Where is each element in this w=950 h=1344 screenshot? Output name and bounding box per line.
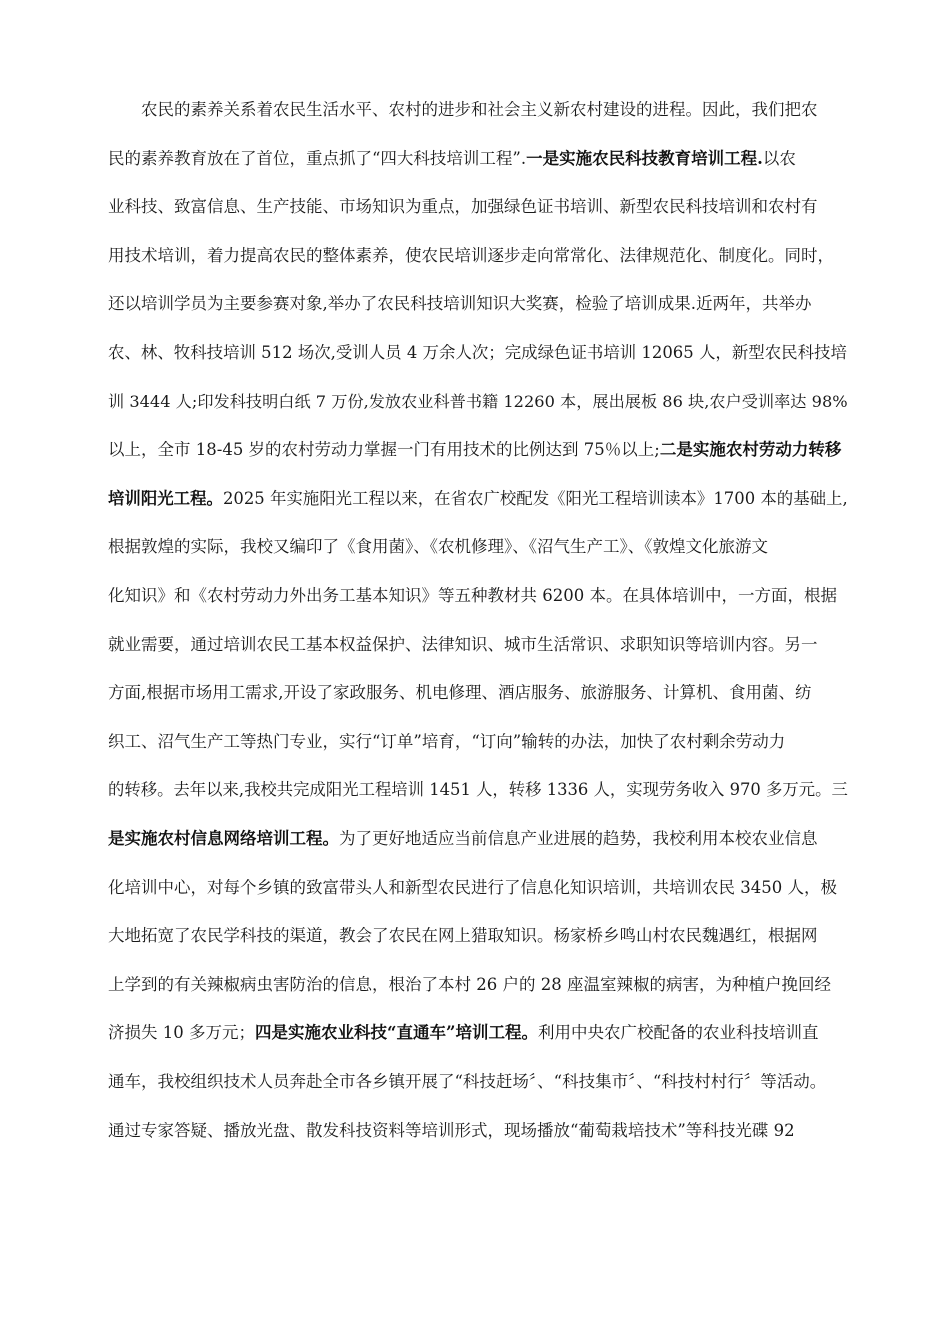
text-line	[108, 775, 848, 805]
text-line	[108, 1067, 848, 1097]
text-line	[108, 824, 848, 854]
text-run: 还以培训学员为主要参赛对象,举办了农民科技培训知识大奖赛，检验了培训成果.近两年，共举办	[108, 294, 812, 314]
text-run: 化知识》和《农村劳动力外出务工基本知识》等五种教材共 6200 本。在具体培训中，一方面，根据	[108, 586, 837, 605]
text-run: 利用中央农广校配备的农业科技培训直	[537, 1023, 819, 1043]
bold-heading-run: 二是实施农村劳动力转移	[659, 440, 842, 460]
text-run: 上学到的有关辣椒病虫害防治的信息，根治了本村 26 户的 28 座温室辣椒的病害，为种植户挽回经	[108, 974, 831, 994]
text-line	[108, 387, 848, 417]
text-line	[108, 192, 848, 222]
text-run: 通过专家答疑、播放光盘、散发科技资料等培训形式，现场播放“葡萄栽培技术”等科技光碟 92	[108, 1120, 795, 1140]
text-line	[108, 532, 848, 562]
text-run: 的转移。去年以来,我校共完成阳光工程培训 1451 人，转移 1336 人，实现劳务收入 970 多万元。三	[108, 780, 848, 800]
bold-heading-run: 四是实施农业科技“直通车”培训工程。	[255, 1023, 538, 1043]
text-run: 方面,根据市场用工需求,开设了家政服务、机电修理、酒店服务、旅游服务、计算机、食用菌、纺	[108, 683, 812, 703]
text-line	[108, 1018, 848, 1048]
text-line	[108, 581, 848, 611]
text-line	[108, 289, 848, 319]
text-line	[108, 241, 848, 271]
bold-heading-run: 培训阳光工程。	[108, 488, 223, 508]
text-run: 业科技、致富信息、生产技能、市场知识为重点，加强绿色证书培训、新型农民科技培训和农村有	[108, 197, 818, 217]
text-run: 济损失 10 多万元；	[108, 1023, 255, 1043]
text-run: 通车，我校组织技术人员奔赴全市各乡镇开展了“科技赶场〞、“科技集市〞、“科技村村行〞等活动。	[108, 1072, 827, 1091]
text-line	[108, 678, 848, 708]
text-line	[108, 970, 848, 1000]
text-run: 以农	[762, 148, 796, 168]
text-run: 2025 年实施阳光工程以来，在省农广校配发《阳光工程培训读本》1700 本的基础上,	[222, 488, 848, 508]
text-line	[108, 338, 848, 368]
text-run: 为了更好地适应当前信息产业进展的趋势，我校利用本校农业信息	[339, 829, 818, 848]
text-line	[108, 873, 848, 903]
text-run: 以上，全市 18-45 岁的农村劳动力掌握一门有用技术的比例达到 75％以上;	[108, 440, 660, 460]
text-run: 农民的素养关系着农民生活水平、农村的进步和社会主义新农村建设的进程。因此，我们把农	[108, 100, 818, 119]
text-run: 训 3444 人;印发科技明白纸 7 万份,发放农业科普书籍 12260 本，展出展板 86 块,农户受训率达 98%	[108, 391, 848, 411]
text-run: 化培训中心，对每个乡镇的致富带头人和新型农民进行了信息化知识培训，共培训农民 3450 人，极	[108, 877, 837, 897]
text-line	[108, 484, 848, 514]
bold-heading-run: 一是实施农民科技教育培训工程.	[526, 148, 763, 168]
bold-heading-run: 是实施农村信息网络培训工程。	[108, 829, 339, 848]
text-line	[108, 630, 848, 660]
text-run: 根据敦煌的实际，我校又编印了《食用菌》、《农机修理》、《沼气生产工》、《敦煌文化旅游文	[108, 537, 768, 557]
text-line	[108, 144, 848, 174]
text-line	[108, 727, 848, 757]
text-run: 用技术培训，着力提高农民的整体素养，使农民培训逐步走向常常化、法律规范化、制度化。同时，	[108, 245, 834, 265]
text-run: 织工、沼气生产工等热门专业，实行“订单”培育，“订向”输转的办法，加快了农村剩余劳动力	[108, 731, 786, 751]
text-run: 大地拓宽了农民学科技的渠道，教会了农民在网上猎取知识。杨家桥乡鸣山村农民魏遇红，根据网	[108, 926, 818, 946]
text-run: 民的素养教育放在了首位，重点抓了“四大科技培训工程”.	[108, 148, 527, 168]
text-run: 农、林、牧科技培训 512 场次,受训人员 4 万余人次；完成绿色证书培训 12065 人，新型农民科技培	[108, 343, 847, 362]
text-line	[108, 1116, 848, 1146]
text-line	[108, 921, 848, 951]
text-line	[108, 95, 848, 125]
text-line	[108, 435, 848, 465]
text-run: 就业需要，通过培训农民工基本权益保护、法律知识、城市生活常识、求职知识等培训内容。另一	[108, 634, 818, 654]
